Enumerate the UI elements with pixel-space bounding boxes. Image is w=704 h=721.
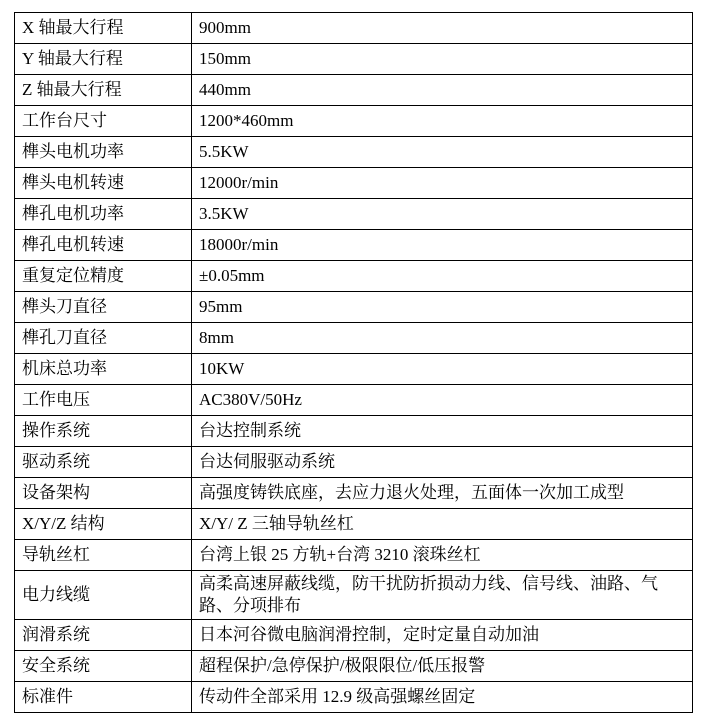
- spec-label: 榫孔电机功率: [15, 199, 192, 230]
- spec-value: 8mm: [192, 323, 693, 354]
- spec-table-body: [15, 13, 693, 713]
- table-row: [15, 292, 693, 323]
- spec-label: X 轴最大行程: [15, 13, 192, 44]
- table-row: [15, 323, 693, 354]
- table-row: [15, 230, 693, 261]
- spec-label: 工作电压: [15, 385, 192, 416]
- spec-value: 3.5KW: [192, 199, 693, 230]
- table-row: [15, 509, 693, 540]
- spec-label: 榫孔电机转速: [15, 230, 192, 261]
- table-row: [15, 571, 693, 620]
- table-row: [15, 620, 693, 651]
- spec-label: 榫头刀直径: [15, 292, 192, 323]
- table-row: [15, 354, 693, 385]
- spec-value: 超程保护/急停保护/极限限位/低压报警: [192, 651, 693, 682]
- spec-value: 日本河谷微电脑润滑控制，定时定量自动加油: [192, 620, 693, 651]
- spec-label: 工作台尺寸: [15, 106, 192, 137]
- spec-label: 机床总功率: [15, 354, 192, 385]
- spec-label: 润滑系统: [15, 620, 192, 651]
- table-row: [15, 168, 693, 199]
- spec-value: 900mm: [192, 13, 693, 44]
- spec-label: 榫孔刀直径: [15, 323, 192, 354]
- spec-value: 台达控制系统: [192, 416, 693, 447]
- table-row: [15, 385, 693, 416]
- spec-value: 150mm: [192, 44, 693, 75]
- spec-label: 标准件: [15, 682, 192, 713]
- spec-value: 台达伺服驱动系统: [192, 447, 693, 478]
- table-row: [15, 13, 693, 44]
- table-row: [15, 106, 693, 137]
- spec-label: Y 轴最大行程: [15, 44, 192, 75]
- spec-label: 榫头电机功率: [15, 137, 192, 168]
- spec-value: X/Y/ Z 三轴导轨丝杠: [192, 509, 693, 540]
- spec-value: AC380V/50Hz: [192, 385, 693, 416]
- spec-value: 5.5KW: [192, 137, 693, 168]
- spec-label: 重复定位精度: [15, 261, 192, 292]
- spec-value: 高强度铸铁底座，去应力退火处理，五面体一次加工成型: [192, 478, 693, 509]
- table-row: [15, 540, 693, 571]
- spec-value: 高柔高速屏蔽线缆，防干扰防折损动力线、信号线、油路、气路、分项排布: [192, 571, 693, 620]
- table-row: [15, 651, 693, 682]
- spec-value: 台湾上银 25 方轨+台湾 3210 滚珠丝杠: [192, 540, 693, 571]
- table-row: [15, 75, 693, 106]
- spec-value: 18000r/min: [192, 230, 693, 261]
- table-row: [15, 137, 693, 168]
- spec-label: 电力线缆: [15, 571, 192, 620]
- spec-value: 440mm: [192, 75, 693, 106]
- spec-label: 安全系统: [15, 651, 192, 682]
- spec-label: 设备架构: [15, 478, 192, 509]
- spec-label: X/Y/Z 结构: [15, 509, 192, 540]
- spec-value: 95mm: [192, 292, 693, 323]
- spec-value: 10KW: [192, 354, 693, 385]
- table-row: [15, 682, 693, 713]
- spec-value: 1200*460mm: [192, 106, 693, 137]
- table-row: [15, 416, 693, 447]
- spec-value: ±0.05mm: [192, 261, 693, 292]
- table-row: [15, 478, 693, 509]
- spec-label: 驱动系统: [15, 447, 192, 478]
- spec-value: 传动件全部采用 12.9 级高强螺丝固定: [192, 682, 693, 713]
- spec-label: Z 轴最大行程: [15, 75, 192, 106]
- table-row: [15, 199, 693, 230]
- spec-value: 12000r/min: [192, 168, 693, 199]
- spec-table: [14, 12, 693, 713]
- spec-label: 导轨丝杠: [15, 540, 192, 571]
- spec-label: 榫头电机转速: [15, 168, 192, 199]
- table-row: [15, 447, 693, 478]
- table-row: [15, 261, 693, 292]
- spec-label: 操作系统: [15, 416, 192, 447]
- table-row: [15, 44, 693, 75]
